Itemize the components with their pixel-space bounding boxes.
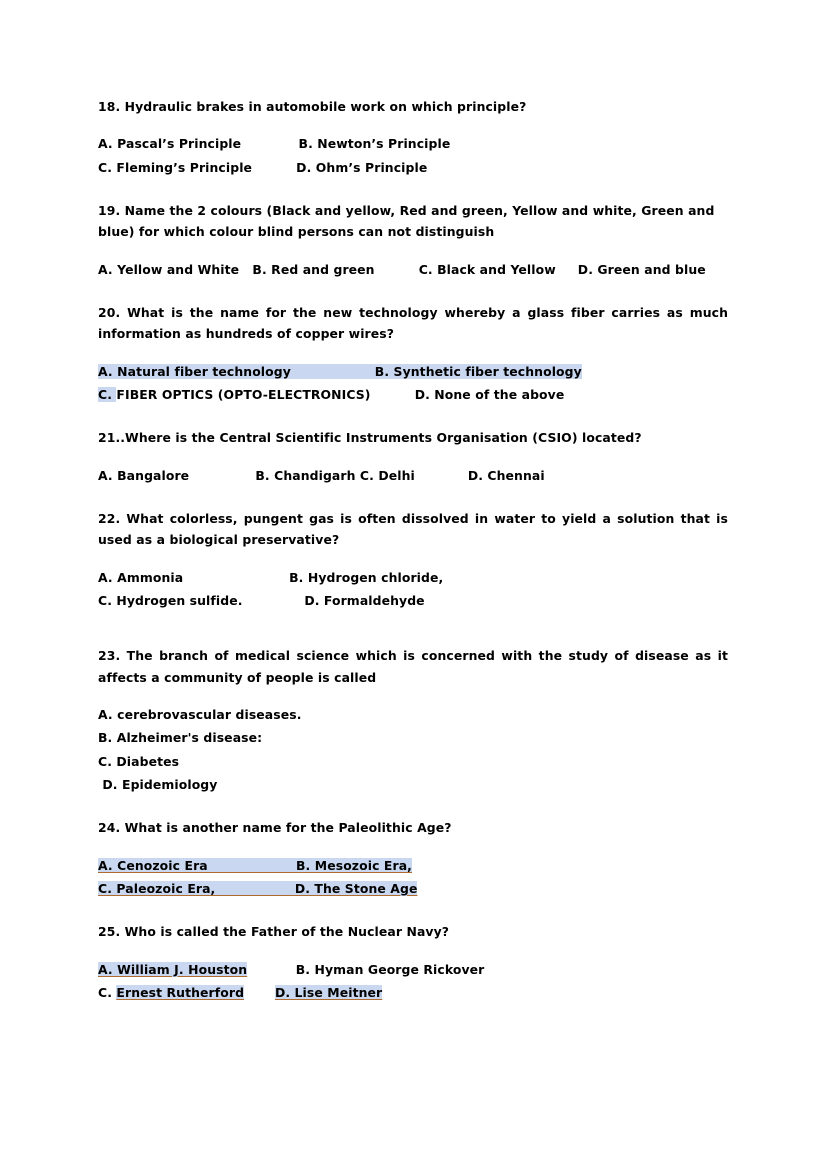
option-line-highlighted[interactable] xyxy=(98,384,728,405)
question-block-18 xyxy=(98,96,728,178)
option-line[interactable]: C. Diabetes xyxy=(98,753,180,769)
question-block-19 xyxy=(98,200,728,280)
option-line-highlighted[interactable] xyxy=(98,959,728,980)
option-line[interactable]: A. Bangalore B. Chandigarh C. Delhi D. Chennai xyxy=(98,467,545,483)
option-line[interactable]: A. cerebrovascular diseases. xyxy=(98,706,302,722)
option-segment: Ernest Rutherford xyxy=(116,984,245,1000)
option-segment: B. Mesozoic Era, xyxy=(296,857,412,873)
options-23 xyxy=(98,704,728,795)
options-19 xyxy=(98,259,728,280)
option-segment: C. xyxy=(98,984,117,1000)
options-25 xyxy=(98,959,728,1004)
question-text-24: 24. What is another name for the Paleolithic Age? xyxy=(98,820,452,836)
option-line-highlighted[interactable] xyxy=(98,982,728,1003)
question-text-22: 22. What colorless, pungent gas is often dissolved in water to yield a solution that is used as a biological preservative? xyxy=(98,510,728,548)
option-line-highlighted[interactable] xyxy=(98,855,728,876)
options-22 xyxy=(98,567,728,612)
option-line[interactable]: D. Epidemiology xyxy=(98,776,218,792)
option-line[interactable]: C. Hydrogen sulfide. D. Formaldehyde xyxy=(98,592,425,608)
option-line[interactable]: B. Alzheimer's disease: xyxy=(98,730,263,746)
question-block-20 xyxy=(98,302,728,405)
options-21 xyxy=(98,465,728,486)
option-segment: C. Paleozoic Era, xyxy=(98,880,295,896)
section-spacer xyxy=(98,633,728,645)
option-line[interactable]: A. Yellow and White B. Red and green C. Black and Yellow D. Green and blue xyxy=(98,261,706,277)
option-line-highlighted[interactable] xyxy=(98,361,728,382)
option-line[interactable]: C. Fleming’s Principle D. Ohm’s Principle xyxy=(98,159,428,175)
option-segment: A. Natural fiber technology xyxy=(98,363,375,379)
option-segment: A. Cenozoic Era xyxy=(98,857,297,873)
option-segment: C. xyxy=(98,386,117,402)
option-segment: FIBER OPTICS (OPTO-ELECTRONICS) D. None of the above xyxy=(116,386,565,402)
options-24 xyxy=(98,855,728,900)
question-block-25 xyxy=(98,921,728,1003)
option-line[interactable]: A. Pascal’s Principle B. Newton’s Principle xyxy=(98,136,451,152)
question-text-20: 20. What is the name for the new technology whereby a glass fiber carries as much information as hundreds of copper wires? xyxy=(98,304,728,342)
option-segment: B. Hyman George Rickover xyxy=(247,961,485,977)
option-line-highlighted[interactable] xyxy=(98,878,728,899)
option-segment: B. Synthetic fiber technology xyxy=(374,363,582,379)
question-block-21 xyxy=(98,427,728,486)
option-segment: D. The Stone Age xyxy=(294,880,418,896)
question-block-24 xyxy=(98,817,728,899)
question-text-18: 18. Hydraulic brakes in automobile work on which principle? xyxy=(98,99,527,114)
question-text-19: 19. Name the 2 colours (Black and yellow, Red and green, Yellow and white, Green and blue) for which colour blind persons can not distinguish xyxy=(98,202,715,240)
option-segment: A. William J. Houston xyxy=(98,961,248,977)
options-18 xyxy=(98,133,728,178)
option-segment: D. Lise Meitner xyxy=(274,984,383,1000)
question-block-23 xyxy=(98,645,728,795)
question-text-21: 21..Where is the Central Scientific Instruments Organisation (CSIO) located? xyxy=(98,430,642,446)
option-segment xyxy=(244,985,275,1000)
option-line[interactable]: A. Ammonia B. Hydrogen chloride, xyxy=(98,569,444,585)
options-20 xyxy=(98,361,728,406)
question-block-22 xyxy=(98,508,728,611)
question-text-25: 25. Who is called the Father of the Nuclear Navy? xyxy=(98,924,450,940)
question-text-23: 23. The branch of medical science which is concerned with the study of disease as it affects a community of people is called xyxy=(98,648,728,685)
